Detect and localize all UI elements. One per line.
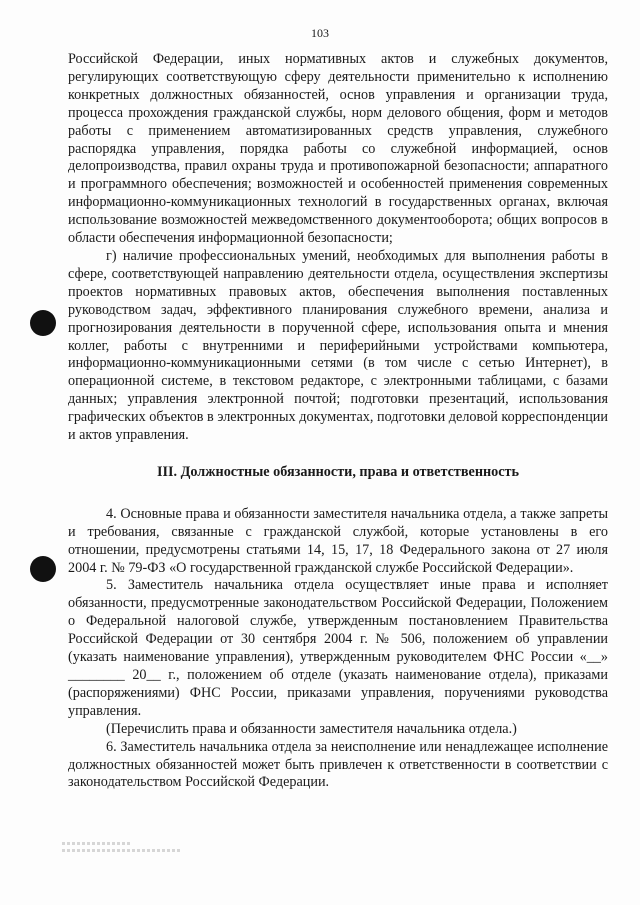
paragraph-skills: г) наличие профессиональных умений, необходимых для выполнения работы в сфере, соответствующей направлению деятельности отдела, осуществления экспертизы проектов нормативных правовых актов, обеспечения выполнения поставленных руководством задач, эффективного планирования служебного времени, анализа и прогнозирования деятельности в порученной сфере, использования опыта и мнения коллег, работы с внутренними и периферийными устройствами компьютера, информационно-коммуникационными сетями (в том числе с сетью Интернет), в операционной системе, в текстовом редакторе, с электронными таблицами, с базами данных; управления электронной почтой; подготовки презентаций, использования графических объектов в электронных документах, подготовки деловой корреспонденции и актов управления. (68, 247, 608, 444)
punch-hole-mark (30, 556, 56, 582)
paragraph-item-6: 6. Заместитель начальника отдела за неисполнение или ненадлежащее исполнение должностных обязанностей может быть привлечен к ответственности в соответствии с законодательством Российской Федерации. (68, 738, 608, 791)
paragraph-note: (Перечислить права и обязанности заместителя начальника отдела.) (106, 720, 517, 737)
paragraph-item-4: 4. Основные права и обязанности заместителя начальника отдела, а также запреты и требования, связанные с гражданской службой, которые установлены в его отношении, предусмотрены статьями 14, 15, 17, 18 Федерального закона от 27 июля 2004 г. № 79-ФЗ «О государственной гражданской службе Российской Федерации». (68, 505, 608, 576)
section-heading: III. Должностные обязанности, права и ответственность (156, 463, 520, 480)
page-number: 103 (311, 26, 329, 40)
document-body (68, 51, 608, 792)
punch-hole-mark (30, 310, 56, 336)
paragraph-item-5: 5. Заместитель начальника отдела осуществляет иные права и исполняет обязанности, предусмотренные законодательством Российской Федерации, Положением о Федеральной налоговой службе, утвержденным постановлением Правительства Российской Федерации от 30 сентября 2004 г. № 506, положением об управлении (указать наименование управления), утвержденным руководителем ФНС России «__» ________ 20__ г., положением об отделе (указать наименование отдела), приказами (распоряжениями) ФНС России, приказами управления, поручениями руководства управления. (68, 577, 608, 719)
paragraph-knowledge-continued: Российской Федерации, иных нормативных актов и служебных документов, регулирующих соответствующую сферу деятельности применительно к исполнению конкретных должностных обязанностей, основ управления и организации труда, процесса прохождения гражданской службы, норм делового общения, форм и методов работы с применением автоматизированных средств управления, служебного распорядка управления, порядка работы со служебной информацией, основ делопроизводства, правил охраны труда и противопожарной безопасности; аппаратного и программного обеспечения; возможностей и особенностей применения современных информационно-коммуникационных технологий в государственных органах, включая использование возможностей межведомственного документооборота; общих вопросов в области обеспечения информационной безопасности; (68, 51, 608, 247)
faint-stamp-mark (62, 842, 202, 862)
